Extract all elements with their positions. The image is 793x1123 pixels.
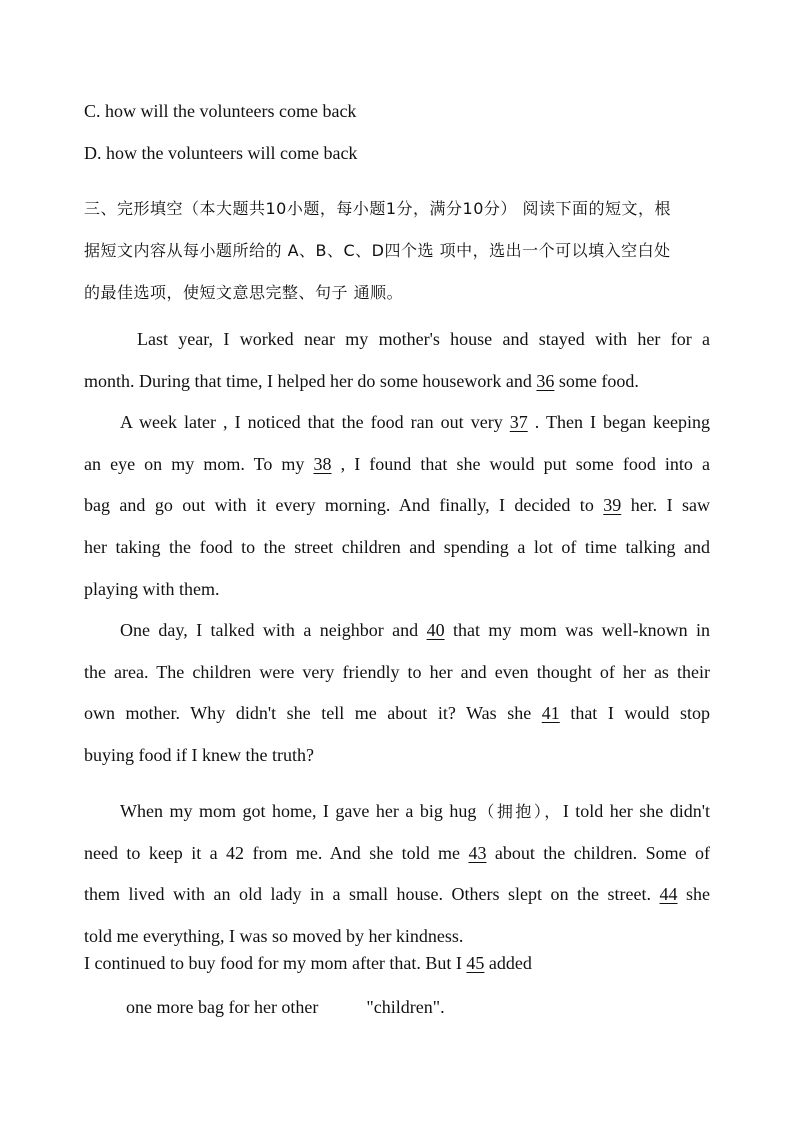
blank-40: 40 [426,620,445,640]
option-c: C. how will the volunteers come back [84,101,357,121]
passage-line: A week later , I noticed that the food ran out very 37 . Then I began keeping [120,412,710,432]
section-instructions-line-2: 据短文内容从每小题所给的 A、B、C、D四个选 项中，选出一个可以填入空白处 [84,241,671,260]
passage-line: own mother. Why didn't she tell me about it? Was she 41 that I would stop [84,703,710,723]
passage-line: One day, I talked with a neighbor and 40 that my mom was well-known in [120,620,711,640]
passage-line: month. During that time, I helped her do some housework and 36 some food. [84,371,639,391]
passage-line: the area. The children were very friendly to her and even thought of her as their [84,662,710,682]
option-d: D. how the volunteers will come back [84,143,358,163]
blank-36: 36 [536,371,555,391]
passage-line: bag and go out with it every morning. And finally, I decided to 39 her. I saw [84,495,711,515]
passage-line: told me everything, I was so moved by her kindness. [84,926,464,946]
passage-line: buying food if I knew the truth? [84,745,314,765]
passage-line: an eye on my mom. To my 38 , I found that she would put some food into a [84,454,710,474]
blank-37: 37 [509,412,528,432]
blank-41: 41 [541,703,560,723]
section-instructions-line-1: 三、完形填空（本大题共10小题，每小题1分，满分10分） 阅读下面的短文，根 [84,199,671,218]
blank-38: 38 [313,454,332,474]
passage-line: Last year, I worked near my mother's house and stayed with her for a [137,329,710,349]
passage-line: playing with them. [84,579,220,599]
passage-line: need to keep it a 42 from me. And she told me 43 about the children. Some of [84,843,711,863]
passage-line: them lived with an old lady in a small house. Others slept on the street. 44 she [84,884,711,904]
passage-line: When my mom got home, I gave her a big hug（拥抱），I told her she didn't [120,801,710,821]
passage-line: her taking the food to the street children and spending a lot of time talking and [84,537,710,557]
blank-39: 39 [603,495,622,515]
blank-45: 45 [466,953,485,973]
passage-line: I continued to buy food for my mom after that. But I 45 added [84,953,532,973]
blank-43: 43 [468,843,487,863]
blank-44: 44 [659,884,678,904]
section-instructions-line-3: 的最佳选项，使短文意思完整、句子 通顺。 [84,283,404,302]
passage-line: one more bag for her other "children". [126,997,445,1017]
